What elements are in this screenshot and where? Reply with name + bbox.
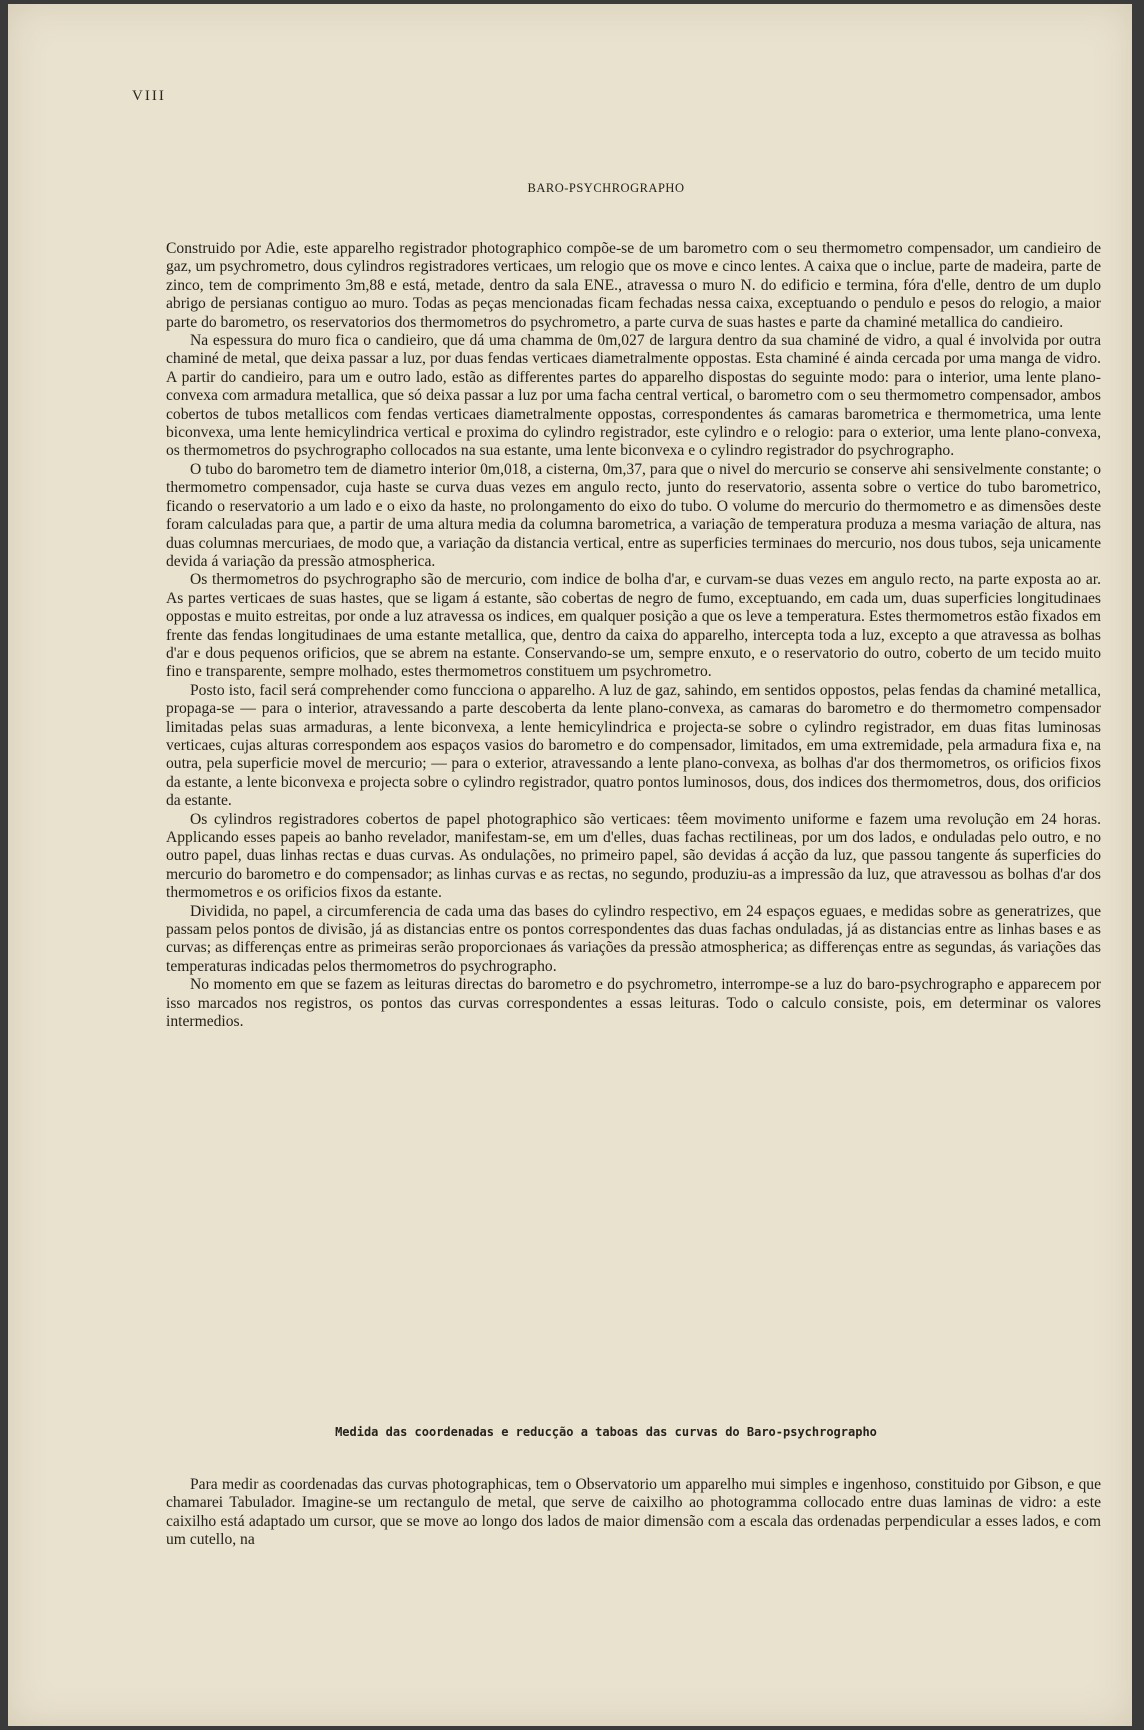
- paragraph: Os cylindros registradores cobertos de papel photographico são verticaes: têem movimento uniforme e fazem uma revolução em 24 horas. Applicando esses papeis ao banho revelador, manifestam-se, em um d'elles, duas fachas rectilineas, por um dos lados, e onduladas pelo outro, e no outro papel, duas linhas rectas e duas curvas. As ondulações, no primeiro papel, são devidas á acção da luz, que passou tangente ás superficies do mercurio do barometro e do compensador; as linhas curvas e as rectas, no segundo, produziu-as a impressão da luz, que atravessou as bolhas d'ar dos thermometros e os orificios fixos da estante.: [166, 810, 1101, 902]
- paragraph: Os thermometros do psychrographo são de mercurio, com indice de bolha d'ar, e curvam-se duas vezes em angulo recto, na parte exposta ao ar. As partes verticaes de suas hastes, que se ligam á estante, são cobertas de negro de fumo, exceptuando, em cada um, duas superficies longitudinaes oppostas e muito estreitas, por onde a luz atravessa os indices, em qualquer posição a que os leve a temperatura. Estes thermometros estão fixados em frente das fendas longitudinaes de uma estante metallica, que, dentro da caixa do apparelho, intercepta toda a luz, excepto a que atravessa as bolhas d'ar e dous pequenos orificios, que se abrem na estante. Conservando-se um, sempre enxuto, e o reservatorio do outro, coberto de um tecido muito fino e transparente, sempre molhado, estes thermometros constituem um psychrometro.: [166, 571, 1101, 681]
- paragraph: O tubo do barometro tem de diametro interior 0m,018, a cisterna, 0m,37, para que o nivel do mercurio se conserve ahi sensivelmente constante; o thermometro compensador, cuja haste se curva duas vezes em angulo recto, junto do reservatorio, assenta sobre o vertice do tubo barometrico, ficando o reservatorio a um lado e o eixo da haste, no prolongamento do eixo do tubo. O volume do mercurio do thermometro e as dimensões deste foram calculadas para que, a partir de uma altura media da columna barometrica, a variação de temperatura produza a mesma variação de altura, nas duas columnas mercuriaes, de modo que, a variação da distancia vertical, entre as superficies terminaes do mercurio, nos dous tubos, seja unicamente devida á variação da pressão atmospherica.: [166, 460, 1101, 570]
- paragraph: Construido por Adie, este apparelho registrador photographico compõe-se de um barometro com o seu thermometro compensador, um candieiro de gaz, um psychrometro, dous cylindros registradores verticaes, um relogio que os move e cinco lentes. A caixa que o inclue, parte de madeira, parte de zinco, tem de comprimento 3m,88 e está, metade, dentro da sala ENE., atravessa o muro N. do edificio e termina, fóra d'elle, dentro de um duplo abrigo de persianas contiguo ao muro. Todas as peças mencionadas ficam fechadas nessa caixa, exceptuando o pendulo e pesos do relogio, a maior parte do barometro, os reservatorios dos thermometros do psychrometro, a parte curva de suas hastes e parte da chaminé metallica do candieiro.: [166, 240, 1101, 331]
- section-title-baro-psychrographo: BARO-PSYCHROGRAPHO: [527, 181, 685, 195]
- paragraph: Posto isto, facil será comprehender como funcciona o apparelho. A luz de gaz, sahindo, em sentidos oppostos, pelas fendas da chaminé metallica, propaga-se — para o interior, atravessando a parte descoberta da lente plano-convexa, as camaras do barometro e do thermometro compensador limitadas pelas suas armaduras, a lente biconvexa, a lente hemicylindrica e projecta-se sobre o cylindro registrador, em duas fitas luminosas verticaes, cujas alturas correspondem aos espaços vasios do barometro e do compensador, limitados, em uma extremidade, pela armadura fixa e, na outra, pela superficie movel de mercurio; — para o exterior, atravessando a lente plano-convexa, as bolhas d'ar dos thermometros, os orificios fixos da estante, a lente biconvexa e projecta sobre o cylindro registrador, quatro pontos luminosos, dous, dos indices dos thermometros, dous, dos orificios da estante.: [166, 681, 1101, 810]
- document-page: [8, 4, 1132, 1726]
- paragraph: Dividida, no papel, a circumferencia de cada uma das bases do cylindro respectivo, em 24 espaços eguaes, e medidas sobre as generatrizes, que passam pelos pontos de divisão, já as distancias entre os pontos correspondentes das duas fachas onduladas, já as distancias entre as linhas bases e as curvas; as differenças entre as primeiras serão proporcionaes ás variações da pressão atmospherica; as differenças entre as segundas, ás variações das temperaturas indicadas pelos thermometros do psychrographo.: [166, 902, 1101, 975]
- section-title-medida-coordenadas: Medida das coordenadas e reducção a taboas das curvas do Baro-psychrographo: [335, 1425, 877, 1439]
- paragraph: Na espessura do muro fica o candieiro, que dá uma chamma de 0m,027 de largura dentro da sua chaminé de vidro, a qual é involvida por outra chaminé de metal, que deixa passar a luz, por duas fendas verticaes diametralmente oppostas. Esta chaminé é ainda cercada por uma manga de vidro. A partir do candieiro, para um e outro lado, estão as differentes partes do apparelho dispostas do seguinte modo: para o interior, uma lente plano-convexa com armadura metallica, que só deixa passar a luz por uma facha central vertical, o barometro com o seu thermometro compensador, ambos cobertos de tubos metallicos com fendas verticaes diametralmente oppostas, correspondentes ás camaras barometrica e thermometrica, uma lente biconvexa, uma lente hemicylindrica vertical e proxima do cylindro registrador, este cylindro e o relogio: para o exterior, uma lente plano-convexa, os thermometros do psychrographo collocados na sua estante, uma lente biconvexa e o cylindro registrador do psychrographo.: [166, 332, 1101, 460]
- paragraph: No momento em que se fazem as leituras directas do barometro e do psychrometro, interrompe-se a luz do baro-psychrographo e apparecem por isso marcados nos registros, os pontos das curvas correspondentes a essas leituras. Todo o calculo consiste, pois, em determinar os valores intermedios.: [166, 976, 1101, 1031]
- paragraph: Para medir as coordenadas das curvas photographicas, tem o Observatorio um apparelho mui simples e ingenhoso, constituido por Gibson, e que chamarei Tabulador. Imagine-se um rectangulo de metal, que serve de caixilho ao photogramma collocado entre duas laminas de vidro: a este caixilho está adaptado um cursor, que se move ao longo dos lados de maior dimensão com a escala das ordenadas perpendicular a esses lados, e com um cutello, na: [166, 1476, 1101, 1549]
- page-number: VIII: [132, 88, 166, 104]
- section-body-medida-coordenadas: [166, 1476, 1101, 1550]
- section-body-baro-psychrographo: [166, 240, 1101, 1031]
